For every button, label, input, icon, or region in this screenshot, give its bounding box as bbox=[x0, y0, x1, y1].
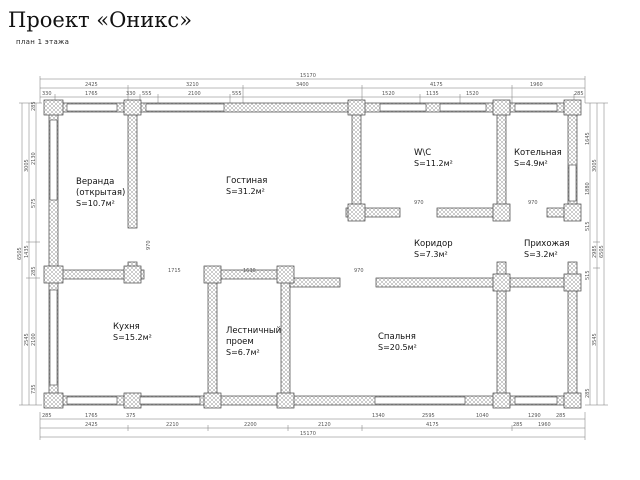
dim-int-1: 1715 bbox=[168, 268, 181, 274]
room-hall-area: S=3.2м² bbox=[524, 250, 558, 259]
dim-left-inner-1: 285 bbox=[31, 101, 37, 111]
room-kitchen-name: Кухня bbox=[113, 322, 140, 332]
dim-top-r2-4: 555 bbox=[142, 91, 152, 97]
page-subtitle: план 1 этажа bbox=[16, 38, 70, 46]
room-boiler-name: Котельная bbox=[514, 148, 562, 158]
dim-bottom-r2-3: 375 bbox=[126, 413, 136, 419]
dim-left-inner-6: 735 bbox=[31, 384, 37, 394]
room-corridor-area: S=7.3м² bbox=[414, 250, 448, 259]
dim-right-inner-1: 1645 bbox=[585, 132, 591, 145]
room-bedroom-name: Спальня bbox=[378, 332, 416, 342]
walls bbox=[44, 100, 581, 408]
dim-top-2: 3210 bbox=[186, 82, 199, 88]
dim-right-outer-1: 3005 bbox=[592, 159, 598, 172]
room-kitchen-area: S=15.2м² bbox=[113, 333, 152, 342]
room-veranda-name: Веранда bbox=[76, 177, 115, 187]
dim-int-2: 1630 bbox=[243, 268, 256, 274]
room-hall-name: Прихожая bbox=[524, 239, 570, 249]
dim-top-r2-1: 330 bbox=[42, 91, 52, 97]
dim-bottom-6: 285 bbox=[513, 422, 523, 428]
dim-top-3: 3400 bbox=[296, 82, 309, 88]
room-wc-area: S=11.2м² bbox=[414, 159, 453, 168]
dim-top-total: 15170 bbox=[300, 73, 316, 79]
dim-right-inner-5: 285 bbox=[585, 388, 591, 398]
dim-top-1: 2425 bbox=[85, 82, 98, 88]
dim-right-inner-2: 1880 bbox=[585, 182, 591, 195]
top-dimensions bbox=[40, 76, 585, 103]
dim-top-5: 1960 bbox=[530, 82, 543, 88]
dim-bottom-total: 15170 bbox=[300, 431, 316, 437]
dim-top-r2-10: 285 bbox=[574, 91, 584, 97]
dim-bottom-r2-8: 285 bbox=[556, 413, 566, 419]
dim-bottom-r2-4: 1340 bbox=[372, 413, 385, 419]
room-bedroom-area: S=20.5м² bbox=[378, 343, 417, 352]
dim-left-total: 6505 bbox=[17, 247, 23, 260]
dim-top-r2-3: 330 bbox=[126, 91, 136, 97]
dim-int-6: 970 bbox=[146, 240, 152, 250]
dim-left-outer-2: 1435 bbox=[24, 245, 30, 258]
dim-bottom-2: 2210 bbox=[166, 422, 179, 428]
dim-bottom-7: 1960 bbox=[538, 422, 551, 428]
dim-top-r2-6: 555 bbox=[232, 91, 242, 97]
room-living-name: Гостиная bbox=[226, 176, 268, 186]
dim-bottom-1: 2425 bbox=[85, 422, 98, 428]
dim-bottom-r2-5: 2595 bbox=[422, 413, 435, 419]
room-corridor-name: Коридор bbox=[414, 239, 453, 249]
dim-top-r2-8: 1135 bbox=[426, 91, 439, 97]
dim-top-r2-7: 1520 bbox=[382, 91, 395, 97]
dim-left-inner-5: 2100 bbox=[31, 333, 37, 346]
dim-right-outer-3: 3545 bbox=[592, 333, 598, 346]
room-wc-name: W\C bbox=[414, 148, 432, 158]
dim-bottom-4: 2120 bbox=[318, 422, 331, 428]
dim-bottom-r2-7: 1290 bbox=[528, 413, 541, 419]
dim-left-inner-2: 2130 bbox=[31, 152, 37, 165]
dim-right-inner-3: 515 bbox=[585, 221, 591, 231]
dim-bottom-3: 2200 bbox=[244, 422, 257, 428]
dim-left-outer-3: 2545 bbox=[24, 333, 30, 346]
dim-right-inner-4: 515 bbox=[585, 270, 591, 280]
dim-top-r2-2: 1765 bbox=[85, 91, 98, 97]
dim-top-r2-9: 1520 bbox=[466, 91, 479, 97]
dim-left-outer-1: 3005 bbox=[24, 159, 30, 172]
dim-top-r2-5: 2100 bbox=[188, 91, 201, 97]
room-boiler-area: S=4.9м² bbox=[514, 159, 548, 168]
dim-bottom-r2-1: 285 bbox=[42, 413, 52, 419]
room-veranda-note: (открытая) bbox=[76, 188, 126, 198]
dim-bottom-5: 4175 bbox=[426, 422, 439, 428]
page-title: Проект «Оникс» bbox=[8, 8, 193, 32]
room-stairs-note: проем bbox=[226, 337, 254, 347]
room-veranda-area: S=10.7м² bbox=[76, 199, 115, 208]
dim-right-total: 6505 bbox=[599, 245, 605, 258]
dim-left-inner-3: 575 bbox=[31, 198, 37, 208]
dim-int-3: 970 bbox=[354, 268, 364, 274]
room-stairs-name: Лестничный bbox=[226, 326, 282, 336]
dim-int-4: 970 bbox=[414, 200, 424, 206]
dim-int-5: 970 bbox=[528, 200, 538, 206]
dim-top-4: 4175 bbox=[430, 82, 443, 88]
dim-bottom-r2-6: 1040 bbox=[476, 413, 489, 419]
dim-right-outer-2: 2985 bbox=[592, 245, 598, 258]
room-living-area: S=31.2м² bbox=[226, 187, 265, 196]
room-stairs-area: S=6.7м² bbox=[226, 348, 260, 357]
dim-left-inner-4: 285 bbox=[31, 266, 37, 276]
dim-bottom-r2-2: 1765 bbox=[85, 413, 98, 419]
